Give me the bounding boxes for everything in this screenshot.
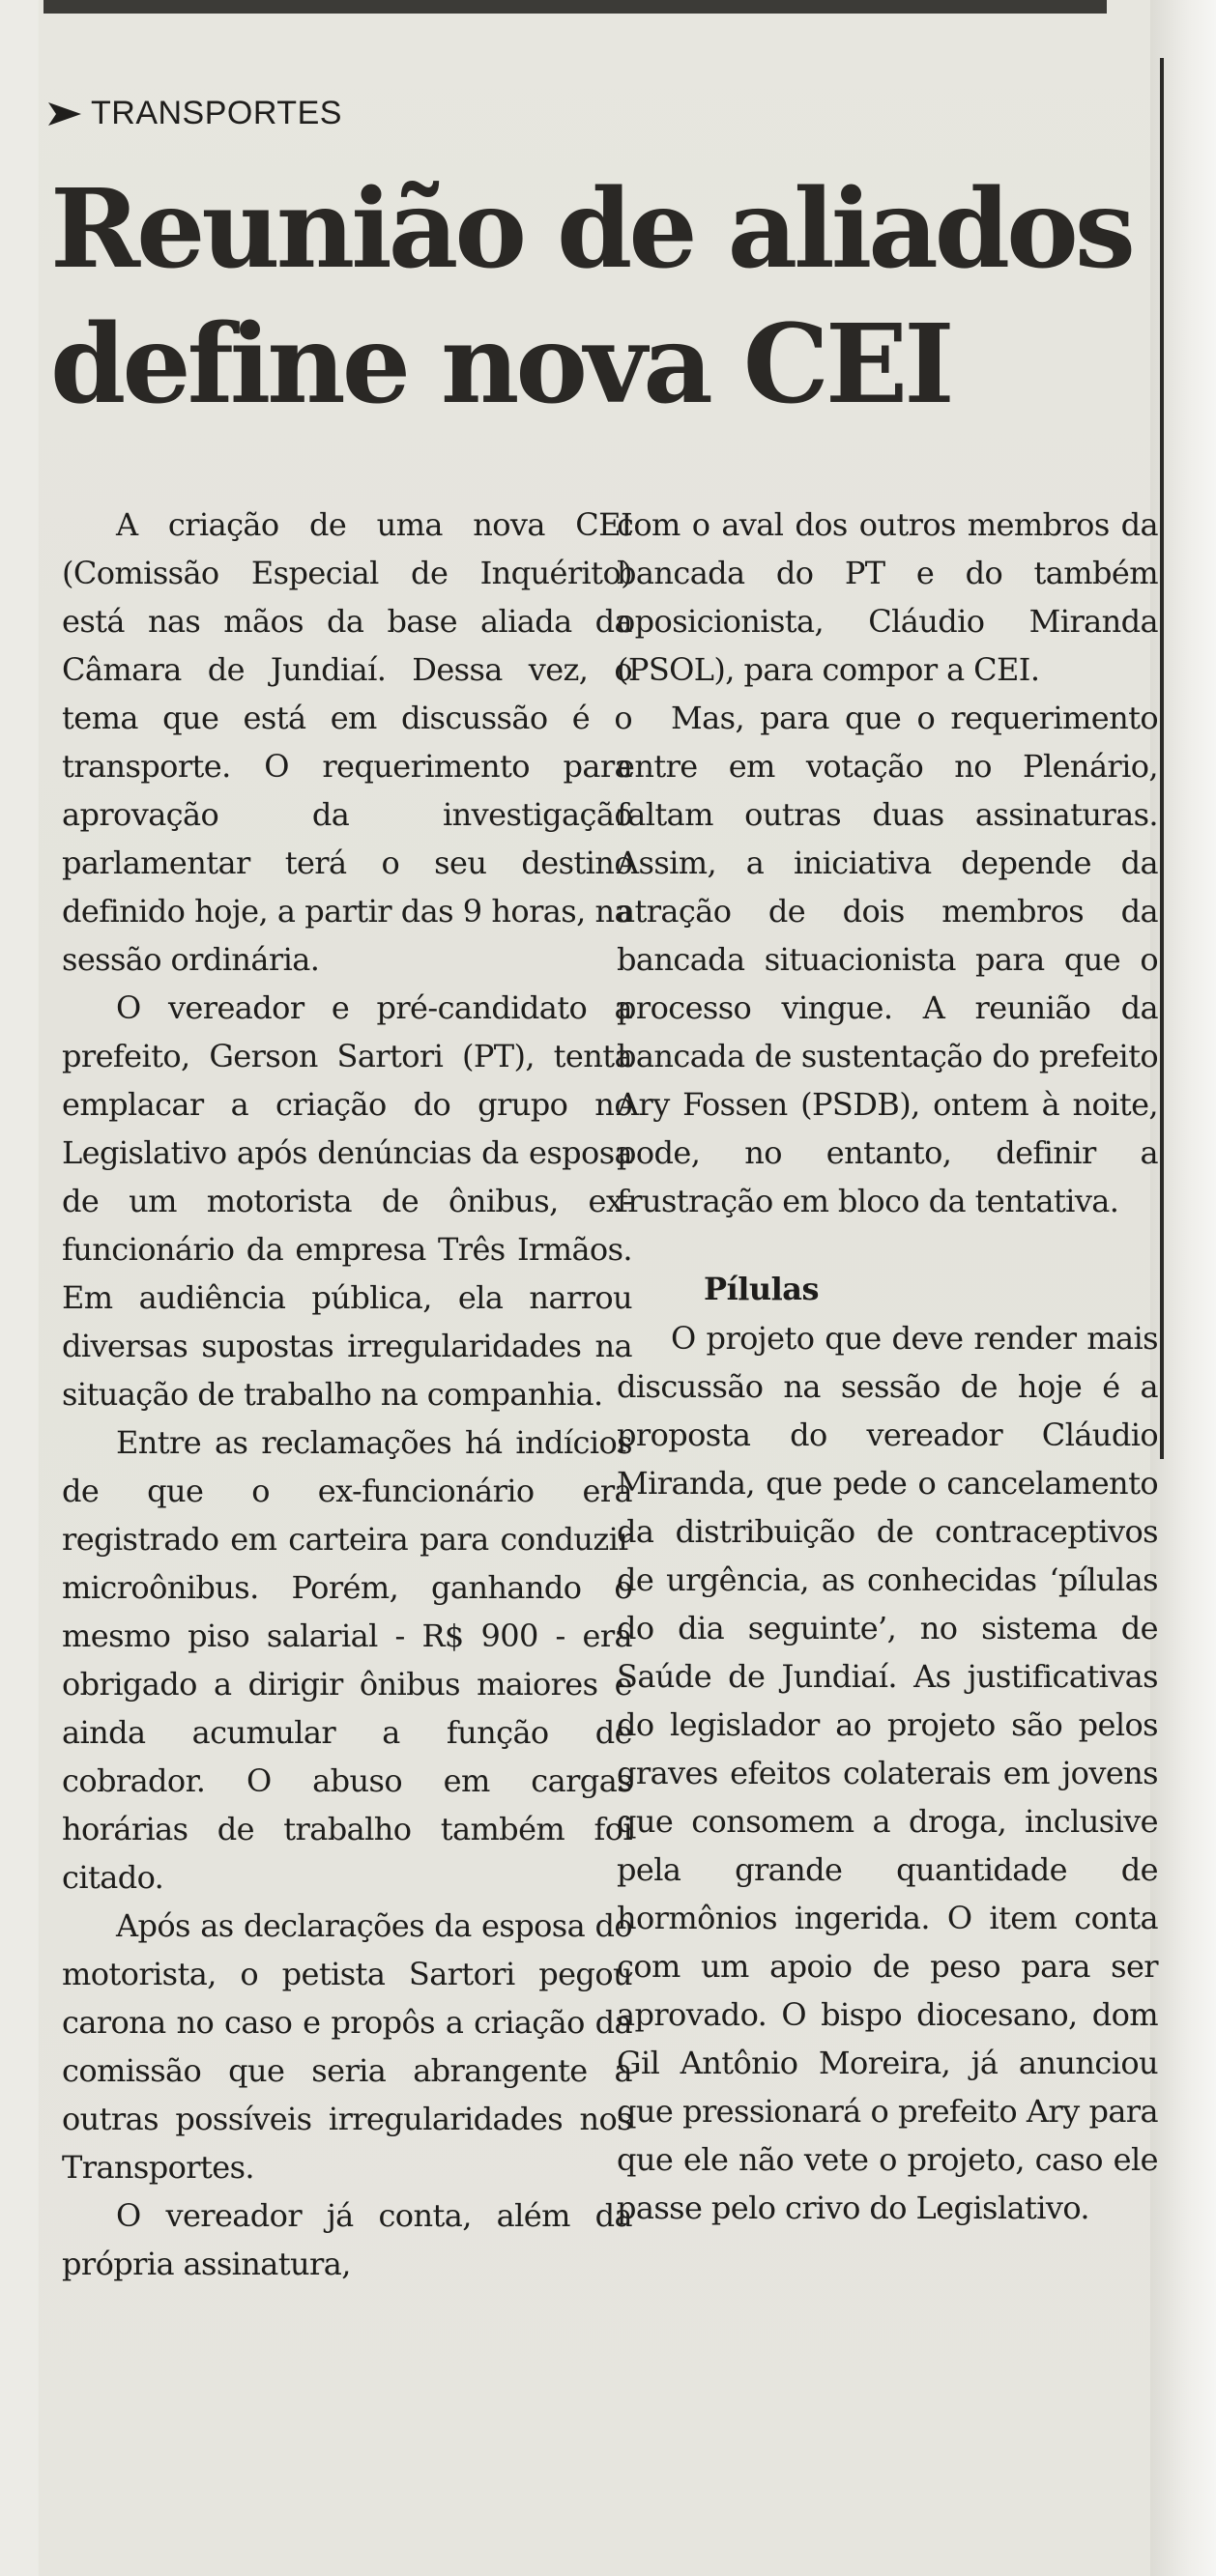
top-rule bbox=[43, 0, 1107, 14]
paragraph: com o aval dos outros membros da bancada do PT e do também oposicionista, Cláudio Miranda (PSOL), para compor a CEI. bbox=[617, 506, 1158, 688]
subheading: Pílulas bbox=[704, 1271, 820, 1307]
paragraph: O projeto que deve render mais discussão na sessão de hoje é a proposta do vereador Cláudio Miranda, que pede o cancelamento da distribuição de contraceptivos de urgência, as conhecidas ‘pílulas do dia seguinte’, no sistema de Saúde de Jundiaí. As justificativas do legislador ao projeto são pelos graves efeitos colaterais em jovens que consomem a droga, inclusive pela grande quantidade de hormônios ingerida. O item conta com um apoio de peso para ser aprovado. O bispo diocesano, dom Gil Antônio Moreira, já anunciou que pressionará o prefeito Ary para que ele não vete o projeto, caso ele passe pelo crivo do Legislativo. bbox=[617, 1320, 1158, 2226]
paragraph: Após as declarações da esposa do motorista, o petista Sartori pegou carona no caso e propôs a criação da comissão que seria abrangente a outras possíveis irregularidades nos Transportes. bbox=[62, 1907, 632, 2186]
section-label: TRANSPORTES bbox=[91, 95, 342, 131]
paragraph: O vereador e pré-candidato a prefeito, Gerson Sartori (PT), tenta emplacar a criação do grupo no Legislativo após denúncias da esposa de um motorista de ônibus, ex-funcionário da empresa Três Irmãos. Em audiência pública, ela narrou diversas supostas irregularidades na situação de trabalho na companhia. bbox=[62, 989, 632, 1413]
adjacent-page-strip bbox=[1150, 0, 1216, 2576]
article-headline: Reunião de aliados define nova CEI bbox=[50, 166, 1132, 428]
section-kicker bbox=[48, 95, 342, 132]
paragraph: O vereador já conta, além da própria assinatura, bbox=[62, 2197, 632, 2282]
article-column-left bbox=[62, 501, 632, 2288]
paragraph: Entre as reclamações há indícios de que o ex-funcionário era registrado em carteira para conduzir microônibus. Porém, ganhando o mesmo piso salarial - R$ 900 - era obrigado a dirigir ônibus maiores e ainda acumular a função de cobrador. O abuso em cargas horárias de trabalho também foi citado. bbox=[62, 1424, 632, 1896]
paragraph: A criação de uma nova CEI (Comissão Especial de Inquérito) está nas mãos da base aliada da Câmara de Jundiaí. Dessa vez, o tema que está em discussão é o transporte. O requerimento para aprovação da investigação parlamentar terá o seu destino definido hoje, a partir das 9 horas, na sessão ordinária. bbox=[62, 506, 632, 978]
paragraph: Mas, para que o requerimento entre em votação no Plenário, faltam outras duas assinaturas. Assim, a iniciativa depende da atração de dois membros da bancada situacionista para que o processo vingue. A reunião da bancada de sustentação do prefeito Ary Fossen (PSDB), ontem à noite, pode, no entanto, definir a frustração em bloco da tentativa. bbox=[617, 700, 1158, 1219]
adjacent-column-rule bbox=[1160, 58, 1164, 1459]
arrow-right-icon bbox=[48, 100, 81, 128]
article-column-right bbox=[617, 501, 1158, 2232]
